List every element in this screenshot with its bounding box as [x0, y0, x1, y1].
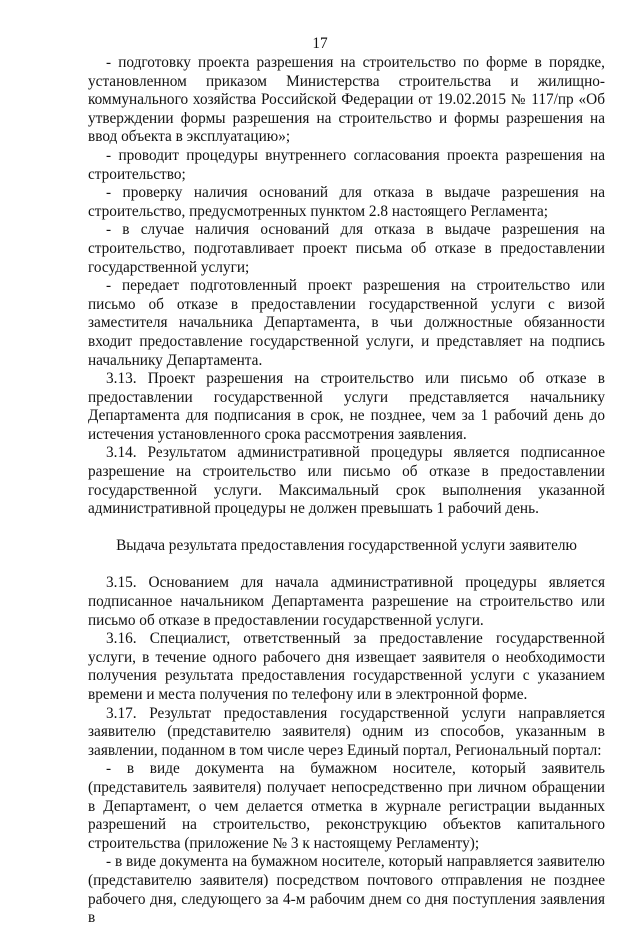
paragraph-3-16: 3.16. Специалист, ответственный за предоставление государственной услуги, в течение одного рабочего дня извещает заявителя о необходимости получения результата предоставления государственной услуги с указанием времени и места получения по телефону или в электронной форме. — [88, 630, 605, 703]
paragraph-3-15: 3.15. Основанием для начала административной процедуры является подписанное начальником Департамента разрешение на строительство или письмо об отказе в предоставлении государственной услуги. — [88, 574, 605, 629]
paragraph-refusal-letter: - в случае наличия оснований для отказа в выдаче разрешения на строительство, подготавливает проект письма об отказе в предоставлении государственной услуги; — [88, 221, 605, 276]
spacer — [88, 519, 605, 537]
paragraph-paper-by-mail: - в виде документа на бумажном носителе, который направляется заявителю (представителю заявителя) посредством почтового отправления не позднее рабочего дня, следующего за 4-м рабочим днем со дня поступления заявления в — [88, 853, 605, 927]
paragraph-transfer-for-signature: - передает подготовленный проект разрешения на строительство или письмо об отказе в предоставлении государственной услуги с визой заместителя начальника Департамента, в чьи должностные обязанности входит предоставление государственной услуги, и представляет на подпись начальнику Департамента. — [88, 277, 605, 369]
paragraph-3-17: 3.17. Результат предоставления государственной услуги направляется заявителю (представителю заявителя) одним из способов, указанным в заявлении, поданном в том числе через Единый портал, Региональный портал: — [88, 704, 605, 759]
page-number: 17 — [312, 35, 328, 52]
section-heading: Выдача результата предоставления государственной услуги заявителю — [116, 536, 577, 554]
document-body — [88, 54, 605, 928]
paragraph-refusal-check: - проверку наличия оснований для отказа в выдаче разрешения на строительство, предусмотренных пунктом 2.8 настоящего Регламента; — [88, 184, 605, 220]
paragraph-paper-in-person: - в виде документа на бумажном носителе, который заявитель (представитель заявителя) получает непосредственно при личном обращении в Департамент, о чем делается отметка в журнале регистрации выданных разрешений на строительство, реконструкцию объектов капитального строительства (приложение № 3 к настоящему Регламенту); — [88, 760, 605, 852]
spacer — [88, 555, 605, 574]
paragraph-internal-approval: - проводит процедуры внутреннего согласования проекта разрешения на строительство; — [88, 146, 605, 183]
paragraph-3-13: 3.13. Проект разрешения на строительство или письмо об отказе в предоставлении государственной услуги представляется начальнику Департамента для подписания в срок, не позднее, чем за 1 рабочий день до истечения установленного срока рассмотрения заявления. — [88, 370, 605, 443]
paragraph-preparation: - подготовку проекта разрешения на строительство по форме в порядке, установленном приказом Министерства строительства и жилищно-коммунального хозяйства Российской Федерации от 19.02.2015 № 117/пр «Об утверждении формы разрешения на строительство и формы разрешения на ввод объекта в эксплуатацию»; — [88, 54, 605, 146]
paragraph-3-14: 3.14. Результатом административной процедуры является подписанное разрешение на строительство или письмо об отказе в предоставлении государственной услуги. Максимальный срок выполнения указанной административной процедуры не должен превышать 1 рабочий день. — [88, 444, 605, 518]
